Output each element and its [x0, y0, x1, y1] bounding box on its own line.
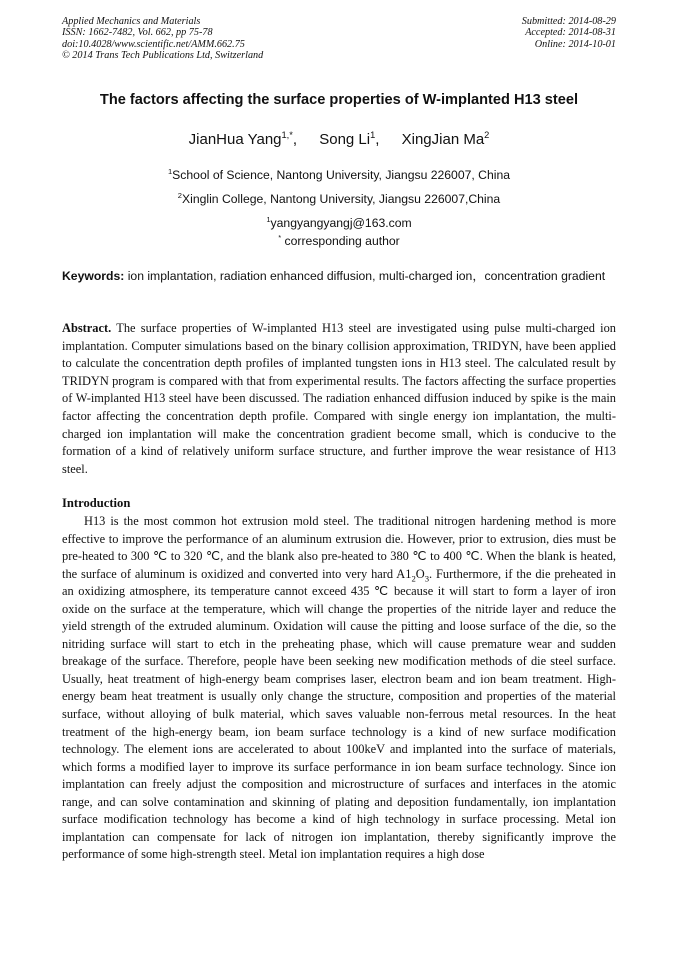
keywords-label: Keywords:	[62, 269, 125, 283]
author-separator: ,	[292, 131, 298, 148]
journal-name: Applied Mechanics and Materials	[62, 16, 201, 27]
intro-subscript-2: 3	[424, 573, 430, 584]
journal-doi: doi:10.4028/www.scientific.net/AMM.662.75	[62, 38, 245, 50]
author-name: Song Li	[319, 131, 371, 148]
keywords-text: ion implantation, radiation enhanced diffusion, multi-charged ion，concentration gradient	[127, 269, 606, 283]
email-text: yangyangyangj@163.com	[270, 216, 412, 230]
accepted-date: Accepted: 2014-08-31	[525, 27, 616, 39]
intro-text-part-3: . Furthermore, if the die preheated in an oxidizing atmosphere, its temperature cannot exceed 435 ℃ because it will start to form a layer of iron oxide on the surface at the temperature, which will change the properties of the nitride layer and reduce the yield strength of the extruded aluminum. Oxidation will cause the pitting and loose surface of the die, so the nitriding surface will start to etch in the preheating phase, which will cause premature wear and sudden breakage of the surface. Therefore, people have been seeking new modification methods of die steel surface. Usually, heat treatment of high-energy beam comprises laser, electron beam and ion beam treatment. High-energy beam heat treatment is usually only change the structure, composition and properties of the material surface, without alloying of bulk material, which saves valuable non-ferrous metal resources. In the heat treatment of the high-energy beam, ion beam surface technology is a kind of new surface modification technology. The element ions are accelerated to about 100keV and implanted into the surface of materials, which forms a modified layer to improve its surface performance in ion beam surface technology. Since ion implantation can freely adjust the composition and microstructure of surfaces and interfaces in the atomic range, and can solve contamination and skinning of plating and deposition fundamentally, ion implantation surface modification technology has become a kind of high technology in surface processing. Metal ion implantation can compensate for lack of nitrogen ion implantation, thereby significantly improve the performance of some high-strength steel. Metal ion implantation requires a high dose	[62, 566, 617, 862]
affiliation-text: School of Science, Nantong University, Jiangsu 226007, China	[172, 168, 511, 182]
author-affiliation-mark: 2	[484, 130, 490, 140]
abstract-label: Abstract.	[62, 321, 112, 335]
affiliation-mark: 1	[167, 166, 173, 176]
paper-title: The factors affecting the surface properties of W-implanted H13 steel	[99, 92, 579, 108]
abstract-text: The surface properties of W-implanted H13 steel are investigated using pulse multi-charged ion implantation. Computer simulations based on the binary collision approximation, TRIDYN, have been applied to calculate the concentration depth profiles of implanted tungsten ions in H13 steel. The calculated result by TRIDYN program is compared with that from experimental results. The factors affecting the surface properties of W-implanted H13 steel have been discussed. The radiation enhanced diffusion induced by spike is the main factor affecting the concentration depth profile. Compared with single energy ion implantation, the multi-charged ion implantation will make the concentration gradient become small, which is conducive to the formation of a kind of relatively uniform surface structure, and further improve the wear resistance of H13 steel.	[62, 321, 617, 476]
keywords-section	[62, 268, 616, 286]
online-date: Online: 2014-10-01	[534, 38, 616, 50]
journal-issn: ISSN: 1662-7482, Vol. 662, pp 75-78	[62, 27, 213, 39]
corresponding-note	[62, 234, 616, 248]
email-mark: 1	[266, 214, 271, 224]
introduction-body	[62, 513, 616, 864]
journal-copyright: © 2014 Trans Tech Publications Ltd, Switzerland	[62, 50, 264, 62]
introduction-heading: Introduction	[62, 496, 131, 510]
submitted-date: Submitted: 2014-08-29	[521, 16, 616, 27]
author-separator: ,	[375, 131, 380, 148]
intro-text-part-1: H13 is the most common hot extrusion mold steel. The traditional nitrogen hardening method is more effective to improve the performance of an aluminum extrusion die. However, prior to extrusion, dies must be pre-heated to 300 ℃ to 320 ℃, and the blank also pre-heated to 380 ℃ to 400 ℃. When the blank is heated, the surface of aluminum is oxidized and converted into very hard A1	[62, 514, 616, 581]
intro-text-part-2: O	[415, 566, 425, 581]
affiliation-1	[62, 168, 616, 182]
affiliation-mark: 2	[177, 190, 182, 200]
journal-header	[62, 16, 263, 62]
affiliation-text: Xinglin College, Nantong University, Jiangsu 226007,China	[182, 192, 501, 206]
abstract-section	[62, 320, 616, 478]
author-name: XingJian Ma	[401, 131, 485, 148]
corresponding-text: corresponding author	[281, 234, 400, 248]
author-list	[62, 131, 616, 148]
intro-subscript-1: 2	[411, 573, 416, 584]
corresponding-mark: *	[278, 232, 282, 242]
affiliation-2	[62, 192, 616, 206]
author-affiliation-mark: 1	[370, 130, 376, 140]
dates-header	[522, 16, 616, 50]
author-affiliation-mark: 1,*	[281, 130, 293, 140]
author-name: JianHua Yang	[188, 131, 282, 148]
author-email	[62, 216, 616, 230]
